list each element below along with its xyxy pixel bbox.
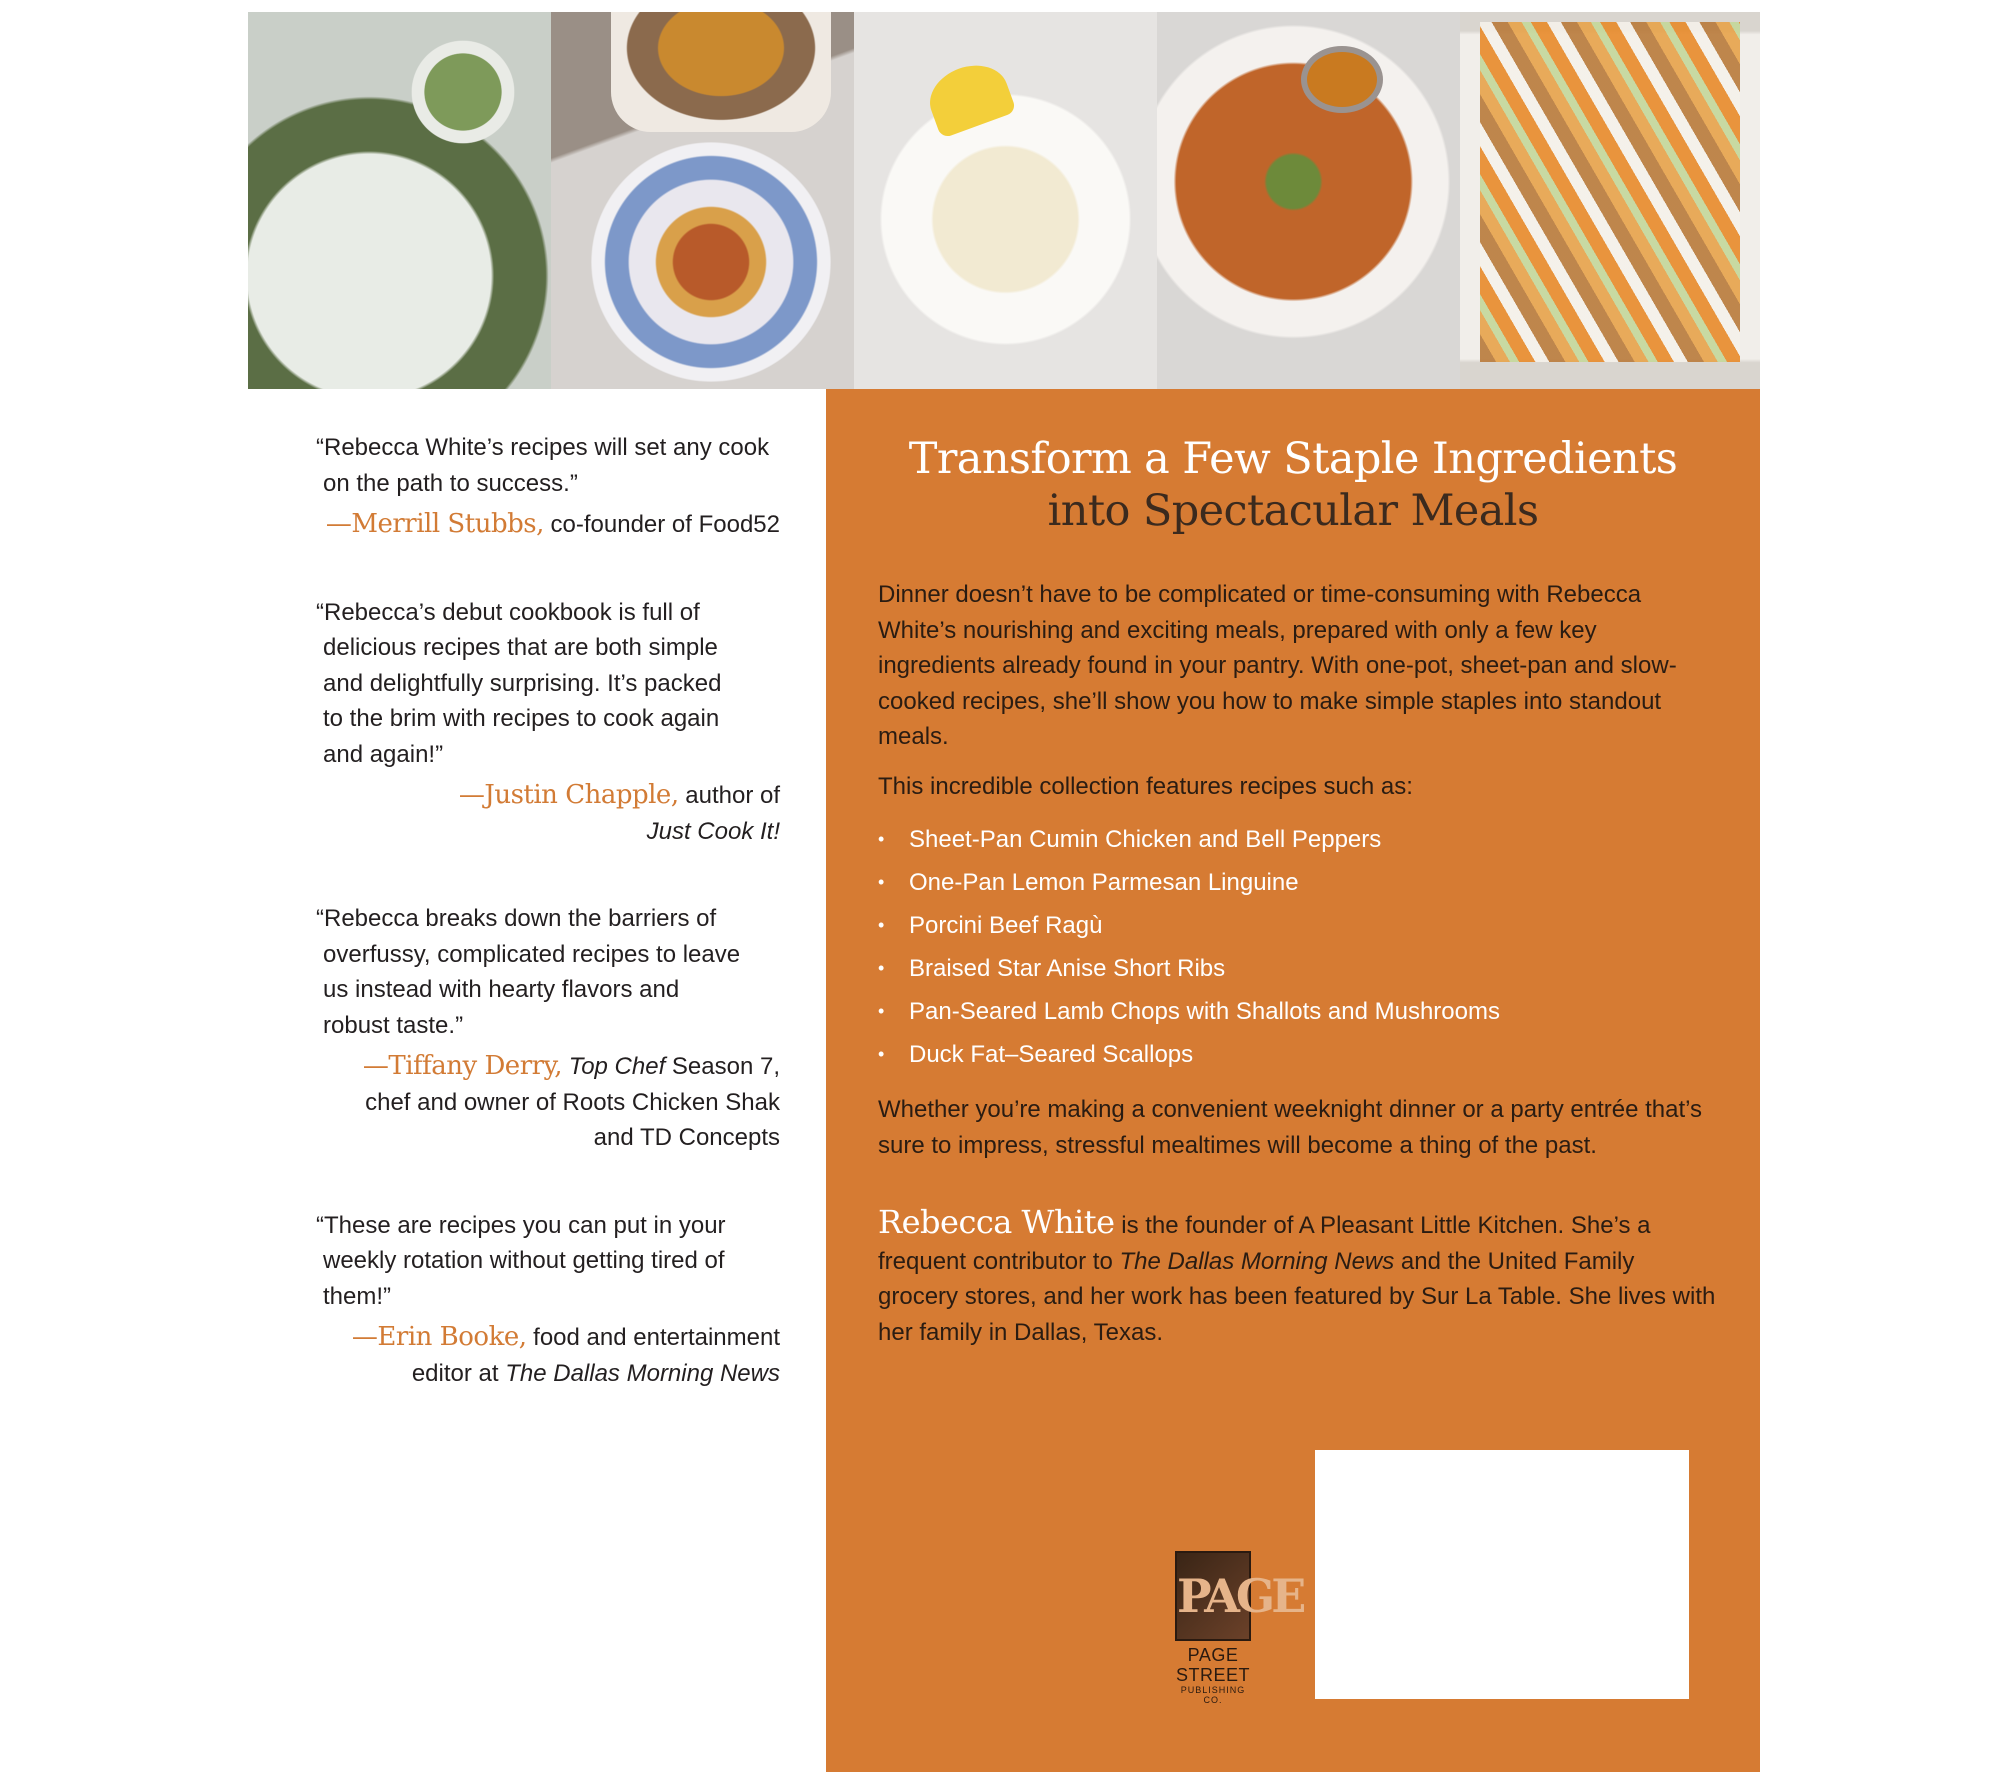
description-body: [878, 577, 1718, 1364]
featured-recipes-list: [878, 818, 1718, 1076]
endorsement-2: [316, 595, 780, 850]
intro-paragraph: Dinner doesn’t have to be complicated or time-consuming with Rebecca White’s nourishing and exciting meals, prepared with only a few key ingredients already found in your pantry. With one-pot, sheet-pan and slow-cooked recipes, she’ll show you how to make simple staples into standout meals.: [878, 581, 1677, 750]
endorser-role-line2: chef and owner of Roots Chicken Shak: [365, 1088, 780, 1116]
cover-photo-strip: [248, 12, 1760, 389]
quote-attribution: [316, 1049, 780, 1156]
endorser-name: —Erin Booke,: [351, 1322, 527, 1352]
list-item: • Pan-Seared Lamb Chops with Shallots and Mushrooms: [878, 990, 1718, 1033]
publisher-logo-mark: PAGE: [1175, 1551, 1251, 1641]
endorser-name: —Merrill Stubbs,: [325, 509, 544, 539]
quote-attribution: [316, 507, 780, 543]
author-bio: [878, 1205, 1718, 1350]
list-item: • One-Pan Lemon Parmesan Linguine: [878, 861, 1718, 904]
endorsement-3: [316, 901, 780, 1156]
quote-attribution: [316, 1320, 780, 1391]
list-item: • Duck Fat–Seared Scallops: [878, 1033, 1718, 1076]
quote-text: “These are recipes you can put in your weekly rotation without getting tired of them!”: [316, 1211, 726, 1310]
list-item: • Braised Star Anise Short Ribs: [878, 947, 1718, 990]
publisher-logo: [1174, 1551, 1303, 1705]
cucumber-salad-photo: [248, 12, 551, 389]
closing-paragraph: Whether you’re making a convenient weeknight dinner or a party entrée that’s sure to impress, stressful mealtimes will become a thing of the past.: [878, 1096, 1703, 1159]
description-panel: [826, 389, 1760, 1772]
sheet-pan-chicken-peppers-photo: [1460, 12, 1760, 389]
endorser-publication: The Dallas Morning News: [505, 1359, 780, 1387]
quote-text: “Rebecca White’s recipes will set any cook on the path to success.”: [316, 434, 770, 497]
endorser-role-line3: and TD Concepts: [593, 1124, 780, 1151]
features-intro: This incredible collection features recipes such as:: [878, 772, 1413, 800]
lemon-linguine-photo: [854, 12, 1157, 389]
endorser-name: —Justin Chapple,: [458, 780, 679, 810]
barcode-area: [1315, 1450, 1689, 1699]
bio-text: is the founder of A Pleasant Little Kitchen. She’s a frequent contributor to: [878, 1212, 1651, 1275]
endorser-name: —Tiffany Derry,: [362, 1051, 563, 1081]
headline-line2: into Spectacular Meals: [1047, 486, 1539, 536]
endorsement-4: [316, 1208, 780, 1392]
endorser-role: food and entertainment: [526, 1324, 780, 1351]
list-item: • Sheet-Pan Cumin Chicken and Bell Peppers: [878, 818, 1718, 861]
bio-text: and the United Family grocery stores, and her work has been featured by Sur La Table. She lives with her family in Dallas, Texas.: [878, 1247, 1716, 1346]
endorser-show-title: Top Chef: [562, 1053, 666, 1080]
publisher-name: PAGE STREET: [1175, 1645, 1250, 1685]
headline-line1: Transform a Few Staple Ingredients: [908, 434, 1678, 484]
headline: [826, 433, 1760, 537]
endorsement-1: [316, 430, 780, 543]
list-item: • Porcini Beef Ragù: [878, 904, 1718, 947]
endorser-role: co-founder of Food52: [543, 511, 780, 538]
endorsements-column: [316, 430, 780, 1443]
author-name: Rebecca White: [878, 1203, 1115, 1241]
bio-publication: The Dallas Morning News: [1119, 1247, 1395, 1275]
chicken-thighs-photo: [551, 12, 854, 389]
endorser-role: author of: [678, 782, 780, 809]
quote-attribution: [316, 778, 780, 849]
quote-text: “Rebecca’s debut cookbook is full of delicious recipes that are both simple and delightfully surprising. It’s packed to the brim with recipes to cook again and again!”: [316, 598, 722, 768]
endorser-role-line2: editor at: [411, 1359, 506, 1387]
quote-text: “Rebecca breaks down the barriers of overfussy, complicated recipes to leave us instead with hearty flavors and robust taste.”: [316, 905, 741, 1039]
shakshuka-photo: [1157, 12, 1460, 389]
publisher-subtitle: PUBLISHING CO.: [1180, 1685, 1246, 1705]
endorser-role: Season 7,: [665, 1053, 780, 1080]
endorser-book-title: Just Cook It!: [646, 817, 780, 845]
